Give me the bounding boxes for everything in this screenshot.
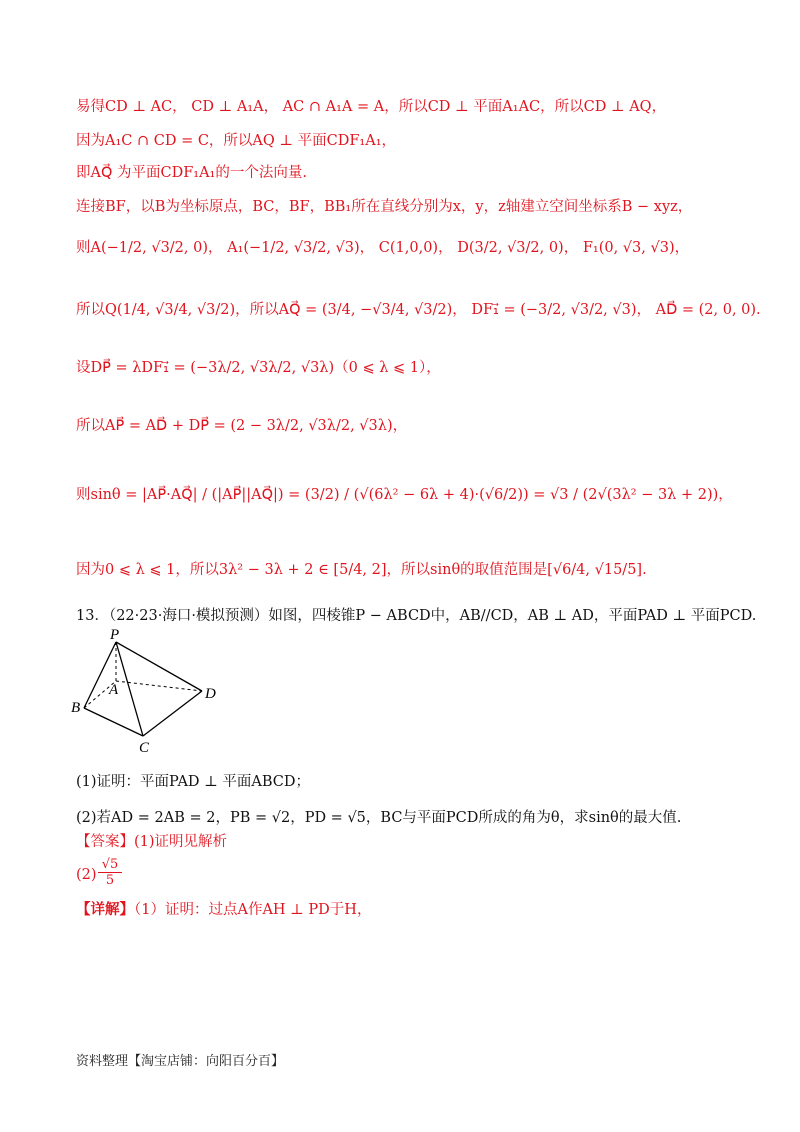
question-13-stem: 13．（22·23·海口·模拟预测）如图，四棱锥P − ABCD中，AB//CD，AB ⊥ AD，平面PAD ⊥ 平面PCD. bbox=[76, 608, 757, 624]
solution-line-1: 易得CD ⊥ AC， CD ⊥ A₁A， AC ∩ A₁A = A，所以CD ⊥ 平面A₁AC，所以CD ⊥ AQ， bbox=[76, 99, 667, 115]
label-C: C bbox=[139, 740, 150, 756]
label-P: P bbox=[110, 628, 120, 643]
detail-text: （1）证明：过点A作AH ⊥ PD于H， bbox=[134, 902, 372, 918]
answer-part-1: (1)证明见解析 bbox=[134, 834, 228, 850]
edge-PB bbox=[84, 642, 116, 708]
detail-label: 【详解】 bbox=[76, 901, 134, 918]
answer-fraction bbox=[98, 857, 122, 888]
edge-PD bbox=[116, 642, 202, 691]
solution-line-4: 连接BF，以B为坐标原点，BC，BF，BB₁所在直线分别为x，y，z轴建立空间坐标系B − xyz， bbox=[76, 199, 693, 215]
answer-label: 【答案】 bbox=[76, 834, 134, 850]
question-13-part-1: (1)证明：平面PAD ⊥ 平面ABCD； bbox=[76, 774, 311, 790]
solution-line-8: 所以AP⃗ = AD⃗ + DP⃗ = (2 − 3λ/2, √3λ/2, √3λ)， bbox=[76, 418, 408, 434]
edge-BC bbox=[84, 708, 143, 736]
solution-line-6: 所以Q(1/4, √3/4, √3/2)，所以AQ⃗ = (3/4, −√3/4, √3/2)， DF₁⃗ = (−3/2, √3/2, √3)， AD⃗ = (2, 0, 0). bbox=[76, 302, 761, 318]
question-13-part-2: (2)若AD = 2AB = 2，PB = √2，PD = √5，BC与平面PCD所成的角为θ，求sinθ的最大值. bbox=[76, 810, 682, 826]
pyramid-figure bbox=[68, 628, 228, 758]
solution-line-10: 因为0 ⩽ λ ⩽ 1，所以3λ² − 3λ + 2 ∈ [5/4, 2]，所以sinθ的取值范围是[√6/4, √15/5]. bbox=[76, 562, 647, 578]
solution-line-7: 设DP⃗ = λDF₁⃗ = (−3λ/2, √3λ/2, √3λ)（0 ⩽ λ ⩽ 1）， bbox=[76, 360, 441, 376]
label-B: B bbox=[71, 700, 81, 716]
detail-line bbox=[76, 900, 736, 920]
edge-CD bbox=[143, 691, 202, 736]
answer-denominator: 5 bbox=[105, 873, 115, 888]
answer-numerator: √5 bbox=[98, 857, 122, 873]
answer-line bbox=[76, 832, 736, 852]
solution-line-2: 因为A₁C ∩ CD = C，所以AQ ⊥ 平面CDF₁A₁， bbox=[76, 133, 397, 149]
solution-line-5: 则A(−1/2, √3/2, 0)， A₁(−1/2, √3/2, √3)， C(1,0,0)， D(3/2, √3/2, 0)， F₁(0, √3, √3)， bbox=[76, 240, 690, 256]
answer-part-2 bbox=[76, 857, 736, 891]
answer-part-2-prefix: (2) bbox=[76, 867, 97, 883]
page-footer: 资料整理【淘宝店铺：向阳百分百】 bbox=[76, 1054, 285, 1069]
edge-PC bbox=[116, 642, 143, 736]
solution-line-3: 即AQ⃗ 为平面CDF₁A₁的一个法向量. bbox=[76, 165, 307, 181]
solution-line-9: 则sinθ = |AP⃗·AQ⃗| / (|AP⃗||AQ⃗|) = (3/2) / (√(6λ² − 6λ + 4)·(√6/2)) = √3 / (2√(3λ² − 3λ + 2))， bbox=[76, 487, 733, 503]
label-A: A bbox=[109, 682, 119, 698]
label-D: D bbox=[205, 686, 216, 702]
